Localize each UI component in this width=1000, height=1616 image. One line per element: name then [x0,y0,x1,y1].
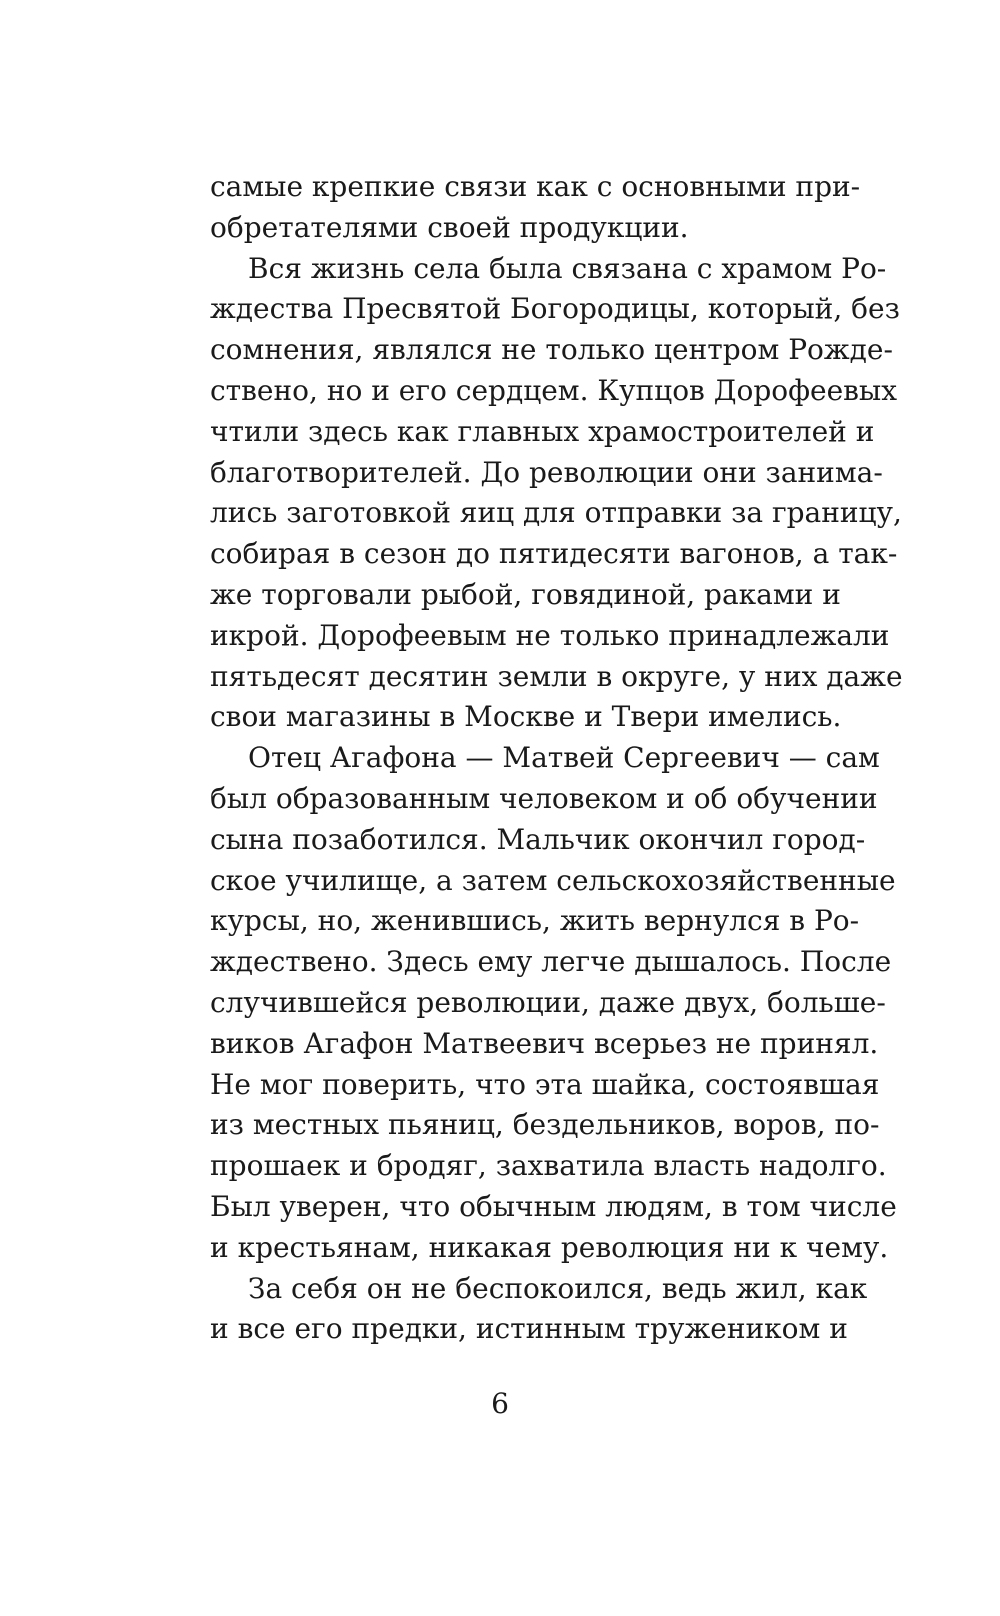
text-line: ствено, но и его сердцем. Купцов Дорофеевых [210,373,898,407]
text-line: Вся жизнь села была связана с храмом Ро- [248,251,887,285]
page-number: 6 [491,1387,509,1420]
text-line: случившейся революции, даже двух, больше- [210,985,886,1019]
text-line: икрой. Дорофеевым не только принадлежали [210,618,890,652]
text-line: курсы, но, женившись, жить вернулся в Ро- [210,904,860,938]
text-line: виков Агафон Матвеевич всерьез не принял. [210,1026,879,1060]
text-line: из местных пьяниц, бездельников, воров, по- [210,1108,880,1142]
text-line: сомнения, являлся не только центром Рожде- [210,333,893,367]
text-line: собирая в сезон до пятидесяти вагонов, а так- [210,537,898,571]
text-line: лись заготовкой яиц для отправки за границу, [210,496,902,530]
text-line: За себя он не беспокоился, ведь жил, как [248,1271,868,1305]
text-line: сына позаботился. Мальчик окончил город- [210,822,866,856]
text-line: и все его предки, истинным тружеником и [210,1312,848,1346]
text-line: благотворителей. До революции они занима- [210,455,883,489]
text-line: был образованным человеком и об обучении [210,781,878,815]
text-line: Отец Агафона — Матвей Сергеевич — сам [248,741,880,775]
text-line: Не мог поверить, что эта шайка, состоявшая [210,1067,880,1101]
text-line: и крестьянам, никакая революция ни к чему. [210,1230,889,1264]
text-line: свои магазины в Москве и Твери имелись. [210,700,842,734]
text-line: ское училище, а затем сельскохозяйственные [210,863,896,897]
text-line: пятьдесят десятин земли в округе, у них даже [210,659,903,693]
text-line: же торговали рыбой, говядиной, раками и [210,577,841,611]
text-line: прошаек и бродяг, захватила власть надолго. [210,1149,887,1183]
body-text [210,167,903,1350]
text-line: обретателями своей продукции. [210,210,689,244]
text-line: чтили здесь как главных храмостроителей и [210,414,875,448]
text-line: ждествено. Здесь ему легче дышалось. После [210,945,892,979]
text-line: Был уверен, что обычным людям, в том числе [210,1189,897,1223]
text-line: ждества Пресвятой Богородицы, который, без [210,292,900,326]
text-line: самые крепкие связи как с основными при- [210,170,861,203]
